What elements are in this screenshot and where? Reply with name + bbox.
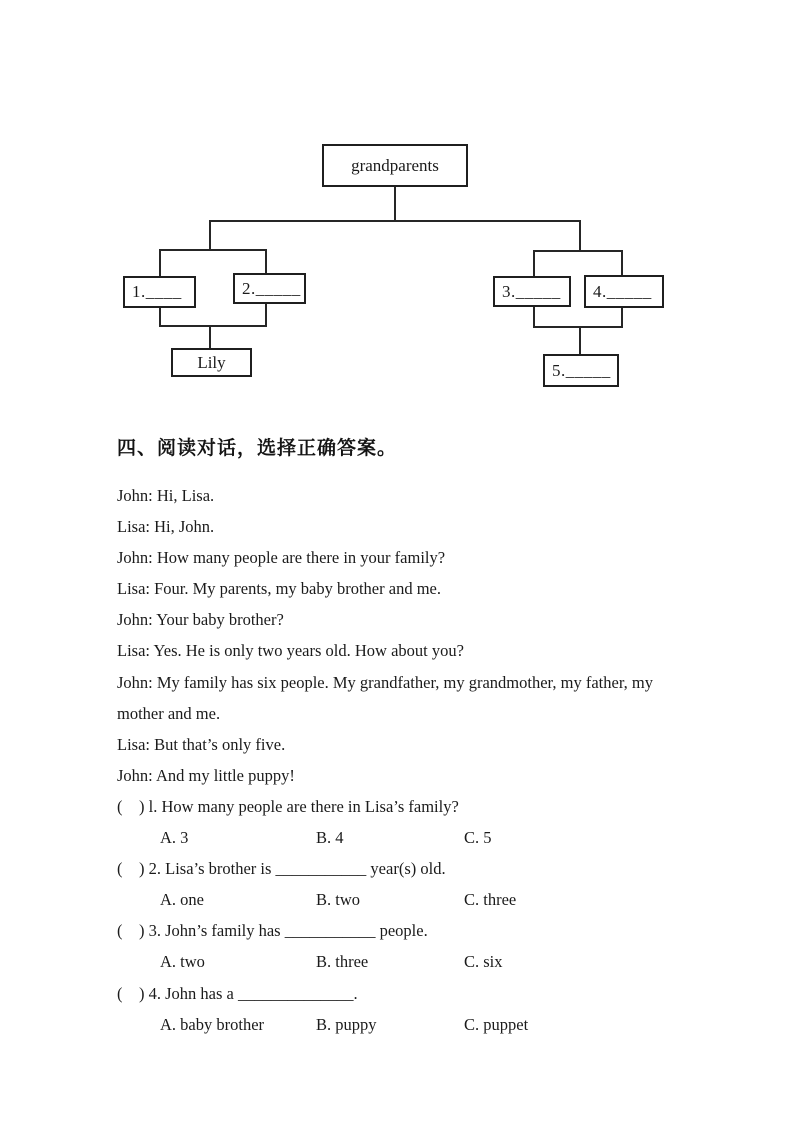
dialogue-line: Lisa: But that’s only five. — [117, 734, 286, 754]
dialogue-line: Lisa: Yes. He is only two years old. How about you? — [117, 641, 464, 661]
tree-right-child-line — [579, 326, 581, 355]
question-4-stem: ( ) 4. John has a ______________. — [117, 983, 358, 1003]
tree-main-horizontal-line — [209, 220, 581, 222]
question-2-option-c: C. three — [464, 890, 517, 910]
question-3-option-b: B. three — [316, 952, 369, 972]
question-1-options — [117, 822, 737, 853]
family-tree-diagram — [0, 0, 793, 400]
question-4-options — [117, 1009, 737, 1040]
question-3-option-c: C. six — [464, 952, 503, 972]
dialogue-line: John: And my little puppy! — [117, 765, 295, 785]
tree-node-blank-3: 3._____ — [493, 276, 571, 307]
question-1-option-c: C. 5 — [464, 828, 492, 848]
tree-node-blank-5: 5._____ — [543, 354, 619, 387]
section-heading: 四、阅读对话，选择正确答案。 — [117, 438, 398, 459]
tree-node-grandparents: grandparents — [322, 144, 468, 187]
question-4-option-c: C. puppet — [464, 1014, 529, 1034]
question-1-option-a: A. 3 — [160, 828, 189, 848]
tree-right-drop-line — [579, 220, 581, 252]
question-2-options — [117, 884, 737, 915]
question-3-options — [117, 946, 737, 977]
question-4-option-b: B. puppy — [316, 1014, 377, 1034]
tree-node-blank-4: 4._____ — [584, 275, 664, 308]
dialogue-line: John: My family has six people. My grandfather, my grandmother, my father, my — [117, 672, 653, 692]
question-3-stem: ( ) 3. John’s family has ___________ people. — [117, 921, 428, 941]
tree-left-child-line — [209, 325, 211, 349]
dialogue-line: John: Hi, Lisa. — [117, 486, 215, 505]
question-1-option-b: B. 4 — [316, 828, 344, 848]
question-4-option-a: A. baby brother — [160, 1014, 265, 1034]
question-3-option-a: A. two — [160, 952, 205, 972]
tree-node-blank-1: 1.____ — [123, 276, 196, 308]
tree-node-blank-2: 2._____ — [233, 273, 306, 304]
dialogue-line: Lisa: Hi, John. — [117, 517, 215, 537]
tree-left-drop-line — [209, 220, 211, 251]
question-2-option-a: A. one — [160, 890, 204, 910]
question-1-stem: ( ) l. How many people are there in Lisa’s family? — [117, 796, 459, 816]
section-four — [117, 437, 737, 1040]
tree-node-lily: Lily — [171, 348, 252, 377]
dialogue-line: mother and me. — [117, 703, 221, 723]
tree-root-drop-line — [394, 186, 396, 222]
dialogue-line: Lisa: Four. My parents, my baby brother and me. — [117, 579, 441, 599]
question-2-stem: ( ) 2. Lisa’s brother is ___________ year(s) old. — [117, 859, 446, 879]
question-2-option-b: B. two — [316, 890, 361, 910]
dialogue-line: John: Your baby brother? — [117, 610, 284, 630]
dialogue-line: John: How many people are there in your family? — [117, 548, 446, 568]
